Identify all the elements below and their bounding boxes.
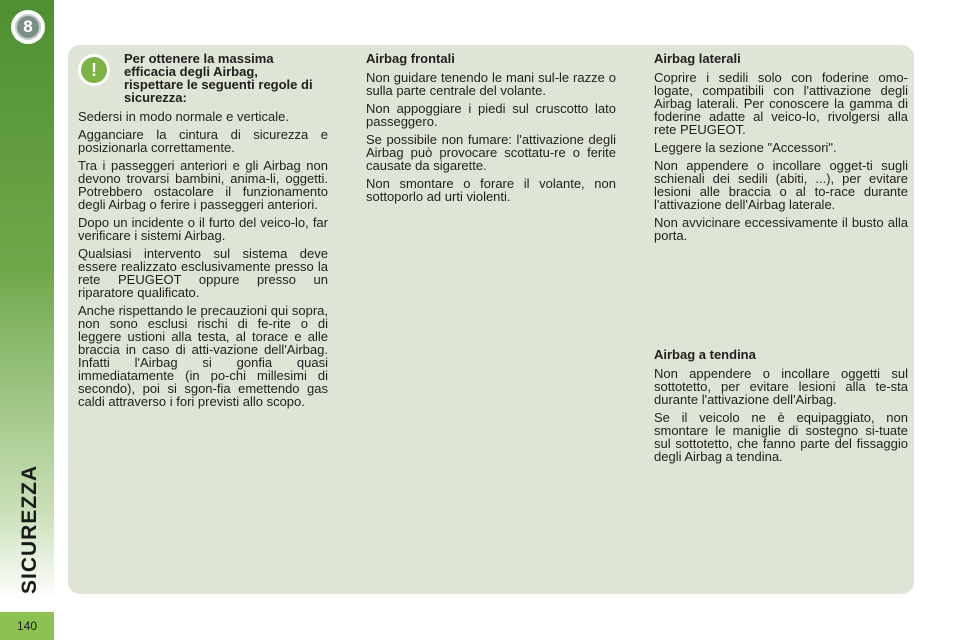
section-heading: Airbag laterali	[654, 51, 741, 66]
column-curtain-airbags	[654, 348, 908, 468]
page-number: 140	[0, 612, 54, 640]
section-heading: Airbag frontali	[366, 51, 455, 66]
warning-title: Per ottenere la massima efficacia degli Airbag, rispettare le seguenti regole di sicurezza:	[124, 51, 313, 105]
paragraph: Non guidare tenendo le mani sul-le razze o sulla parte centrale del volante.	[366, 70, 616, 98]
paragraph: Non avvicinare eccessivamente il busto alla porta.	[654, 215, 908, 243]
chapter-badge	[11, 10, 45, 44]
paragraph: Se possibile non fumare: l'attivazione degli Airbag può provocare scottatu-re o ferite causate da sigarette.	[366, 132, 616, 173]
paragraph: Se il veicolo ne è equipaggiato, non smontare le maniglie di sostegno si-tuate sul sottotetto, che fanno parte del fissaggio degli Airbag a tendina.	[654, 410, 908, 464]
paragraph: Non appendere o incollare ogget-ti sugli schienali dei sedili (abiti, ...), per evitare lesioni alle braccia o al to-race durante l'attivazione dell'Airbag laterale.	[654, 158, 908, 212]
warning-icon	[78, 54, 110, 86]
paragraph: Non appoggiare i piedi sul cruscotto lato passeggero.	[366, 101, 616, 129]
paragraph: Sedersi in modo normale e verticale.	[78, 109, 289, 124]
paragraph: Qualsiasi intervento sul sistema deve essere realizzato esclusivamente presso la rete PEUGEOT oppure presso un riparatore qualificato.	[78, 246, 328, 300]
exclamation-icon: !	[81, 57, 107, 83]
section-heading: Airbag a tendina	[654, 347, 756, 362]
chapter-number: 8	[15, 14, 41, 40]
paragraph: Non appendere o incollare oggetti sul sottotetto, per evitare lesioni alla te-sta durante l'attivazione dell'Airbag.	[654, 366, 908, 407]
paragraph: Anche rispettando le precauzioni qui sopra, non sono esclusi rischi di fe-rite o di leggere ustioni alla testa, al torace e alle braccia in caso di atti-vazione dell'Airbag. Infatti l'Airbag si gonfia quasi immediatamente (in po-chi millesimi di secondo), poi si sgon-fia emettendo gas caldi attraverso i fori previsti allo scopo.	[78, 303, 328, 409]
warning-header	[78, 52, 328, 104]
paragraph: Non smontare o forare il volante, non sottoporlo ad urti violenti.	[366, 176, 616, 204]
column-front-airbags	[366, 52, 616, 208]
paragraph: Agganciare la cintura di sicurezza e posizionarla correttamente.	[78, 127, 328, 155]
paragraph: Tra i passeggeri anteriori e gli Airbag non devono trovarsi bambini, anima-li, oggetti. Potrebbero ostacolare il funzionamento degli Airbag o ferire i passeggeri anteriori.	[78, 158, 328, 212]
paragraph: Dopo un incidente o il furto del veico-lo, far verificare i sistemi Airbag.	[78, 215, 328, 243]
paragraph: Coprire i sedili solo con foderine omo-logate, compatibili con l'attivazione degli Airbag laterali. Per conoscere la gamma di foderine adatte al veico-lo, rivolgersi alla rete PEUGEOT.	[654, 70, 908, 137]
column-side-airbags	[654, 52, 908, 247]
paragraph: Leggere la sezione "Accessori".	[654, 140, 837, 155]
chapter-title: SICUREZZA	[18, 464, 41, 594]
column-safety-rules	[78, 52, 328, 413]
